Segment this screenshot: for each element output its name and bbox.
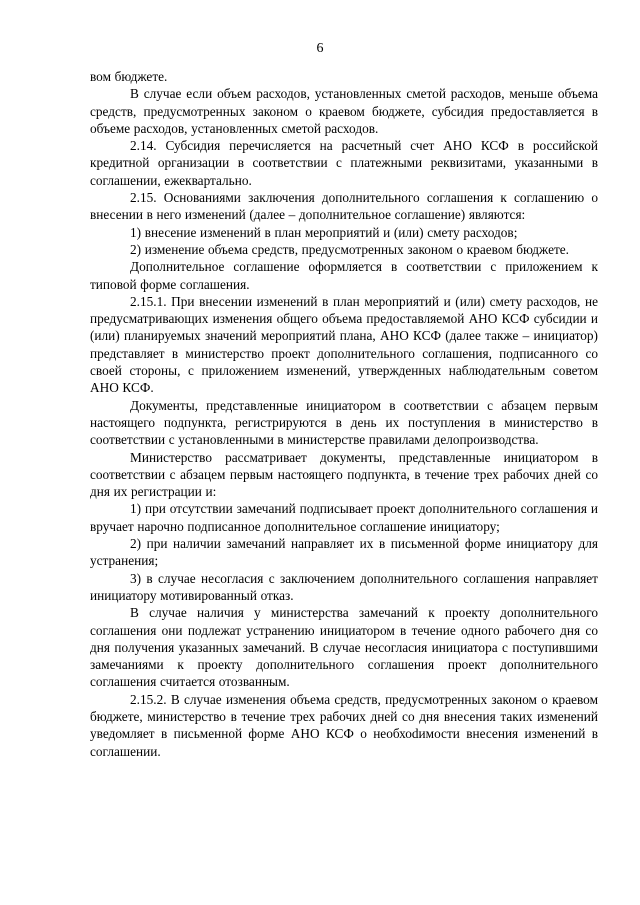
list-item: 3) в случае несогласия с заключением дополнительного соглашения направляет инициатору мотивированный отказ.	[90, 570, 598, 603]
paragraph: В случае если объем расходов, установленных сметой расходов, меньше объема средств, предусмотренных законом о краевом бюджете, субсидия предоставляется в объеме расходов, установленных сметой расходов.	[90, 86, 598, 136]
paragraph: вом бюджете.	[90, 69, 168, 84]
paragraph: 2.15. Основаниями заключения дополнительного соглашения к соглашению о внесении в него изменений (далее – дополнительное соглашение) являются:	[90, 190, 598, 223]
paragraph: 2.15.2. В случае изменения объема средств, предусмотренных законом о краевом бюджете, министерство в течение трех рабочих дней со дня внесения таких изменений уведомляет в письменной форме АНО КСФ о необхоdимости внесения изменений в соглашении.	[90, 691, 598, 759]
list-item: 1) при отсутствии замечаний подписывает проект дополнительного соглашения и вручает нарочно подписанное дополнительное соглашение инициатору;	[90, 501, 598, 534]
list-item: 2) при наличии замечаний направляет их в письменной форме инициатору для устранения;	[90, 536, 598, 569]
page-number: 6	[316, 41, 324, 56]
paragraph: В случае наличия у министерства замечаний к проекту дополнительного соглашения они подлежат устранению инициатором в течение одного рабочего дня со дня получения указанных замечаний. В случае несогласия инициатора с поступившими замечаниями к проекту дополнительного соглашения проект дополнительного соглашения считается отозванным.	[90, 605, 598, 690]
paragraph: Документы, представленные инициатором в соответствии с абзацем первым настоящего подпункта, регистрируются в день их поступления в министерство в соответствии с установленными в министерстве правилами делопроизводства.	[90, 397, 598, 448]
paragraph: Министерство рассматривает документы, представленные инициатором в соответствии с абзацем первым настоящего подпункта, в течение трех рабочих дней со дня их регистрации и:	[90, 449, 598, 500]
list-item: 1) внесение изменений в план мероприятий и (или) смету расходов;	[130, 224, 518, 240]
list-item: 2) изменение объема средств, предусмотренных законом о краевом бюджете.	[130, 241, 570, 257]
paragraph: 2.15.1. При внесении изменений в план мероприятий и (или) смету расходов, не предусматривающих изменения общего объема предоставляемой АНО КСФ субсидии и (или) планируемых значений мероприятий плана, АНО КСФ (далее также – инициатор) представляет в министерство проект дополнительного соглашения, подписанного со своей стороны, с приложением изменений, утвержденных наблюдательным советом АНО КСФ.	[90, 293, 598, 396]
paragraph: Дополнительное соглашение оформляется в соответствии с приложением к типовой форме соглашения.	[90, 259, 598, 292]
paragraph: 2.14. Субсидия перечисляется на расчетный счет АНО КСФ в российской кредитной организации в соответствии с платежными реквизитами, указанными в соглашении, ежеквартально.	[90, 138, 598, 188]
document-body	[90, 68, 598, 760]
